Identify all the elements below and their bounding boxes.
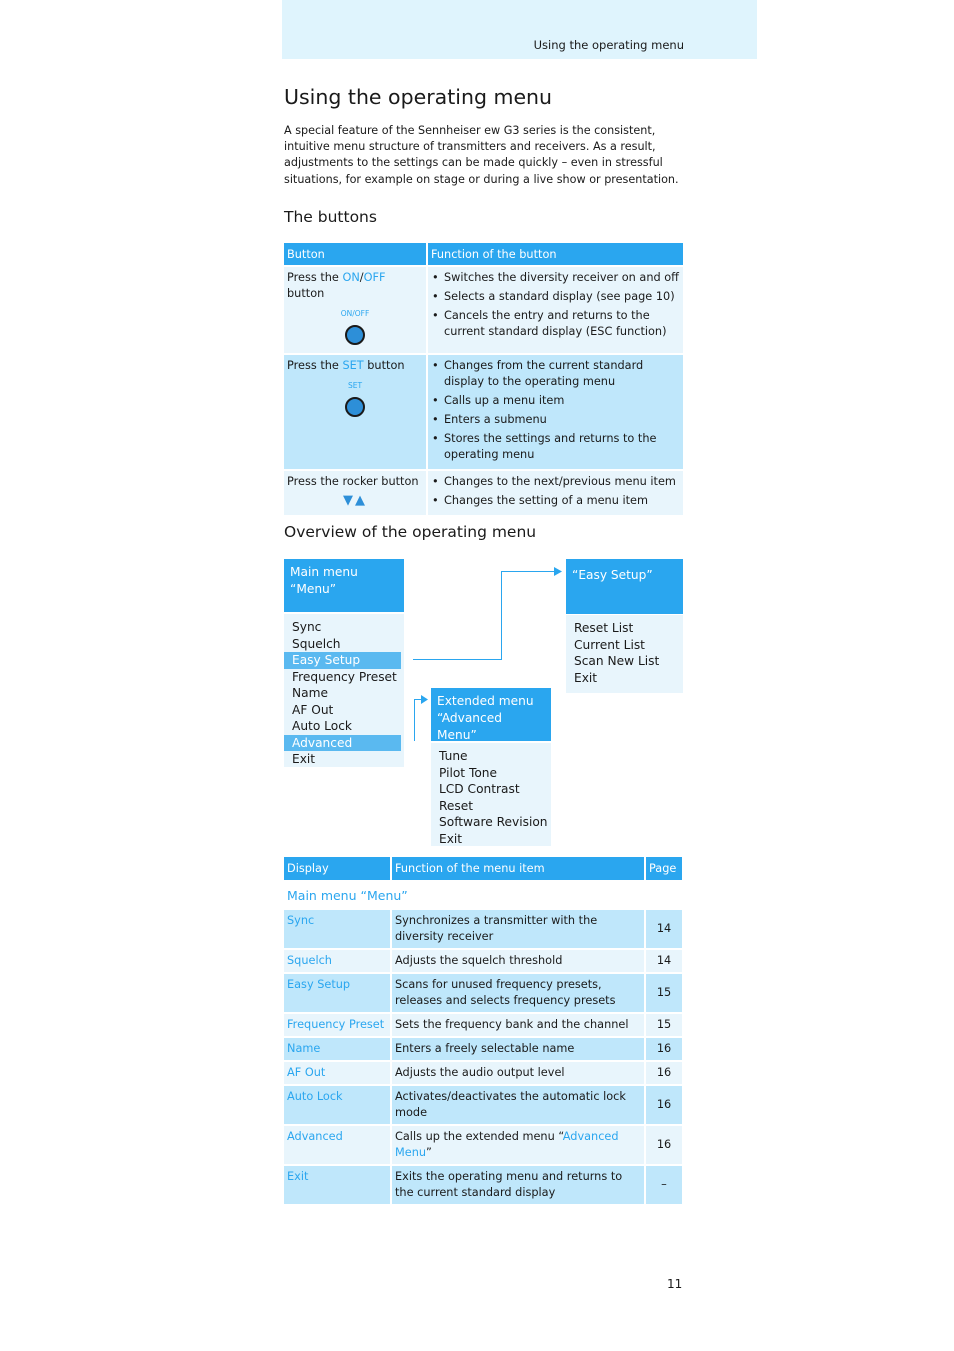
function-item: • Enters a submenu: [444, 412, 680, 428]
press-onoff-text: Press the ON/OFF button: [287, 271, 386, 300]
buttons-table: [284, 243, 685, 515]
connector-line: [413, 659, 501, 660]
function-item: • Selects a standard display (see page 10): [444, 289, 680, 305]
easy-setup-header: “Easy Setup”: [566, 559, 683, 614]
table-row: Advanced Calls up the extended menu “Advanced Menu” 16: [284, 1125, 683, 1165]
onoff-button-icon: [345, 325, 365, 345]
menu-item-advanced: Advanced: [284, 735, 401, 752]
main-menu-list: [284, 614, 404, 767]
function-item: • Switches the diversity receiver on and off: [444, 270, 680, 286]
menu-item-frequency-preset: Frequency Preset: [292, 669, 397, 684]
function-item: • Changes the setting of a menu item: [444, 493, 680, 509]
menu-item-current-list: Current List: [574, 637, 645, 652]
rocker-button-icon: ▼▲: [343, 493, 367, 508]
menu-item-scan-new-list: Scan New List: [574, 654, 660, 668]
page-number: 11: [667, 1277, 683, 1291]
menu-item-reset-list: Reset List: [574, 621, 634, 635]
menu-item-exit: Exit: [439, 831, 463, 846]
menu-item-exit: Exit: [574, 670, 598, 685]
group-title: Main menu “Menu”: [284, 881, 683, 909]
menu-item-easy-setup: Easy Setup: [284, 652, 401, 669]
main-menu-header: Main menu “Menu”: [284, 559, 404, 612]
menu-item-pilot-tone: Pilot Tone: [439, 765, 498, 780]
set-functions: [431, 358, 680, 463]
extended-menu-list: [431, 743, 551, 846]
function-item: • Calls up a menu item: [444, 393, 680, 409]
menu-item-lcd-contrast: LCD Contrast: [439, 782, 520, 796]
menu-item-auto-lock: Auto Lock: [292, 719, 352, 733]
button-row-set: [284, 354, 684, 470]
set-label: SET: [347, 381, 363, 390]
menu-items-table: [284, 857, 684, 1204]
page-title: Using the operating menu: [284, 85, 553, 109]
onoff-functions: [431, 270, 680, 340]
table-row: Frequency Preset Sets the frequency bank and the channel 15: [284, 1013, 683, 1037]
col-button: Button: [284, 243, 427, 266]
table-row: Squelch Adjusts the squelch threshold 14: [284, 949, 683, 973]
menu-item-software-revision: Software Revision: [439, 815, 548, 829]
menu-item-squelch: Squelch: [292, 636, 341, 651]
onoff-label: ON/OFF: [340, 309, 370, 318]
menu-item-sync: Sync: [292, 620, 322, 634]
button-row-onoff: [284, 266, 684, 354]
col-function: Function of the menu item: [391, 857, 645, 881]
running-title: Using the operating menu: [533, 38, 684, 52]
header-band: [282, 0, 757, 59]
connector-line: [501, 571, 502, 660]
button-row-rocker: [284, 470, 684, 515]
menu-item-exit: Exit: [292, 752, 316, 766]
function-item: • Stores the settings and returns to the operating menu: [444, 431, 680, 463]
table-row: Auto Lock Activates/deactivates the automatic lock mode 16: [284, 1085, 683, 1125]
press-rocker-text: Press the rocker button: [287, 475, 419, 488]
arrow-right-icon: [554, 567, 562, 576]
table-row: Name Enters a freely selectable name 16: [284, 1037, 683, 1061]
function-item: • Cancels the entry and returns to the current standard display (ESC function): [444, 308, 680, 340]
table-row: Sync Synchronizes a transmitter with the diversity receiver 14: [284, 909, 683, 949]
easy-setup-list: [566, 615, 683, 693]
table-row: AF Out Adjusts the audio output level 16: [284, 1061, 683, 1085]
menu-item-name: Name: [292, 686, 328, 700]
function-item: • Changes to the next/previous menu item: [444, 474, 680, 490]
rocker-functions: [431, 474, 680, 509]
arrow-right-icon: [421, 695, 428, 704]
press-set-text: Press the SET button: [287, 359, 405, 372]
intro-paragraph: A special feature of the Sennheiser ew G3 series is the consistent, intuitive menu structure of transmitters and receivers. As a result, adjustments to the settings can be made quickly – even in stressful situations, for example on stage or during a live show or presentation.: [284, 124, 679, 186]
col-function: Function of the button: [427, 243, 684, 266]
table-row: Exit Exits the operating menu and returns to the current standard display –: [284, 1165, 683, 1204]
connector-line: [501, 571, 556, 572]
buttons-heading: The buttons: [284, 208, 377, 226]
menu-item-reset: Reset: [439, 798, 474, 813]
col-display: Display: [284, 857, 391, 881]
extended-menu-header: Extended menu “Advanced Menu”: [431, 688, 551, 741]
col-page: Page: [645, 857, 683, 881]
table-row: Easy Setup Scans for unused frequency presets, releases and selects frequency presets 15: [284, 973, 683, 1013]
menu-item-af-out: AF Out: [292, 702, 334, 717]
connector-line: [414, 699, 415, 741]
overview-heading: Overview of the operating menu: [284, 523, 537, 541]
function-item: • Changes from the current standard display to the operating menu: [444, 358, 680, 390]
menu-item-tune: Tune: [439, 749, 468, 763]
set-button-icon: [345, 397, 365, 417]
table-group-row: [284, 881, 683, 909]
